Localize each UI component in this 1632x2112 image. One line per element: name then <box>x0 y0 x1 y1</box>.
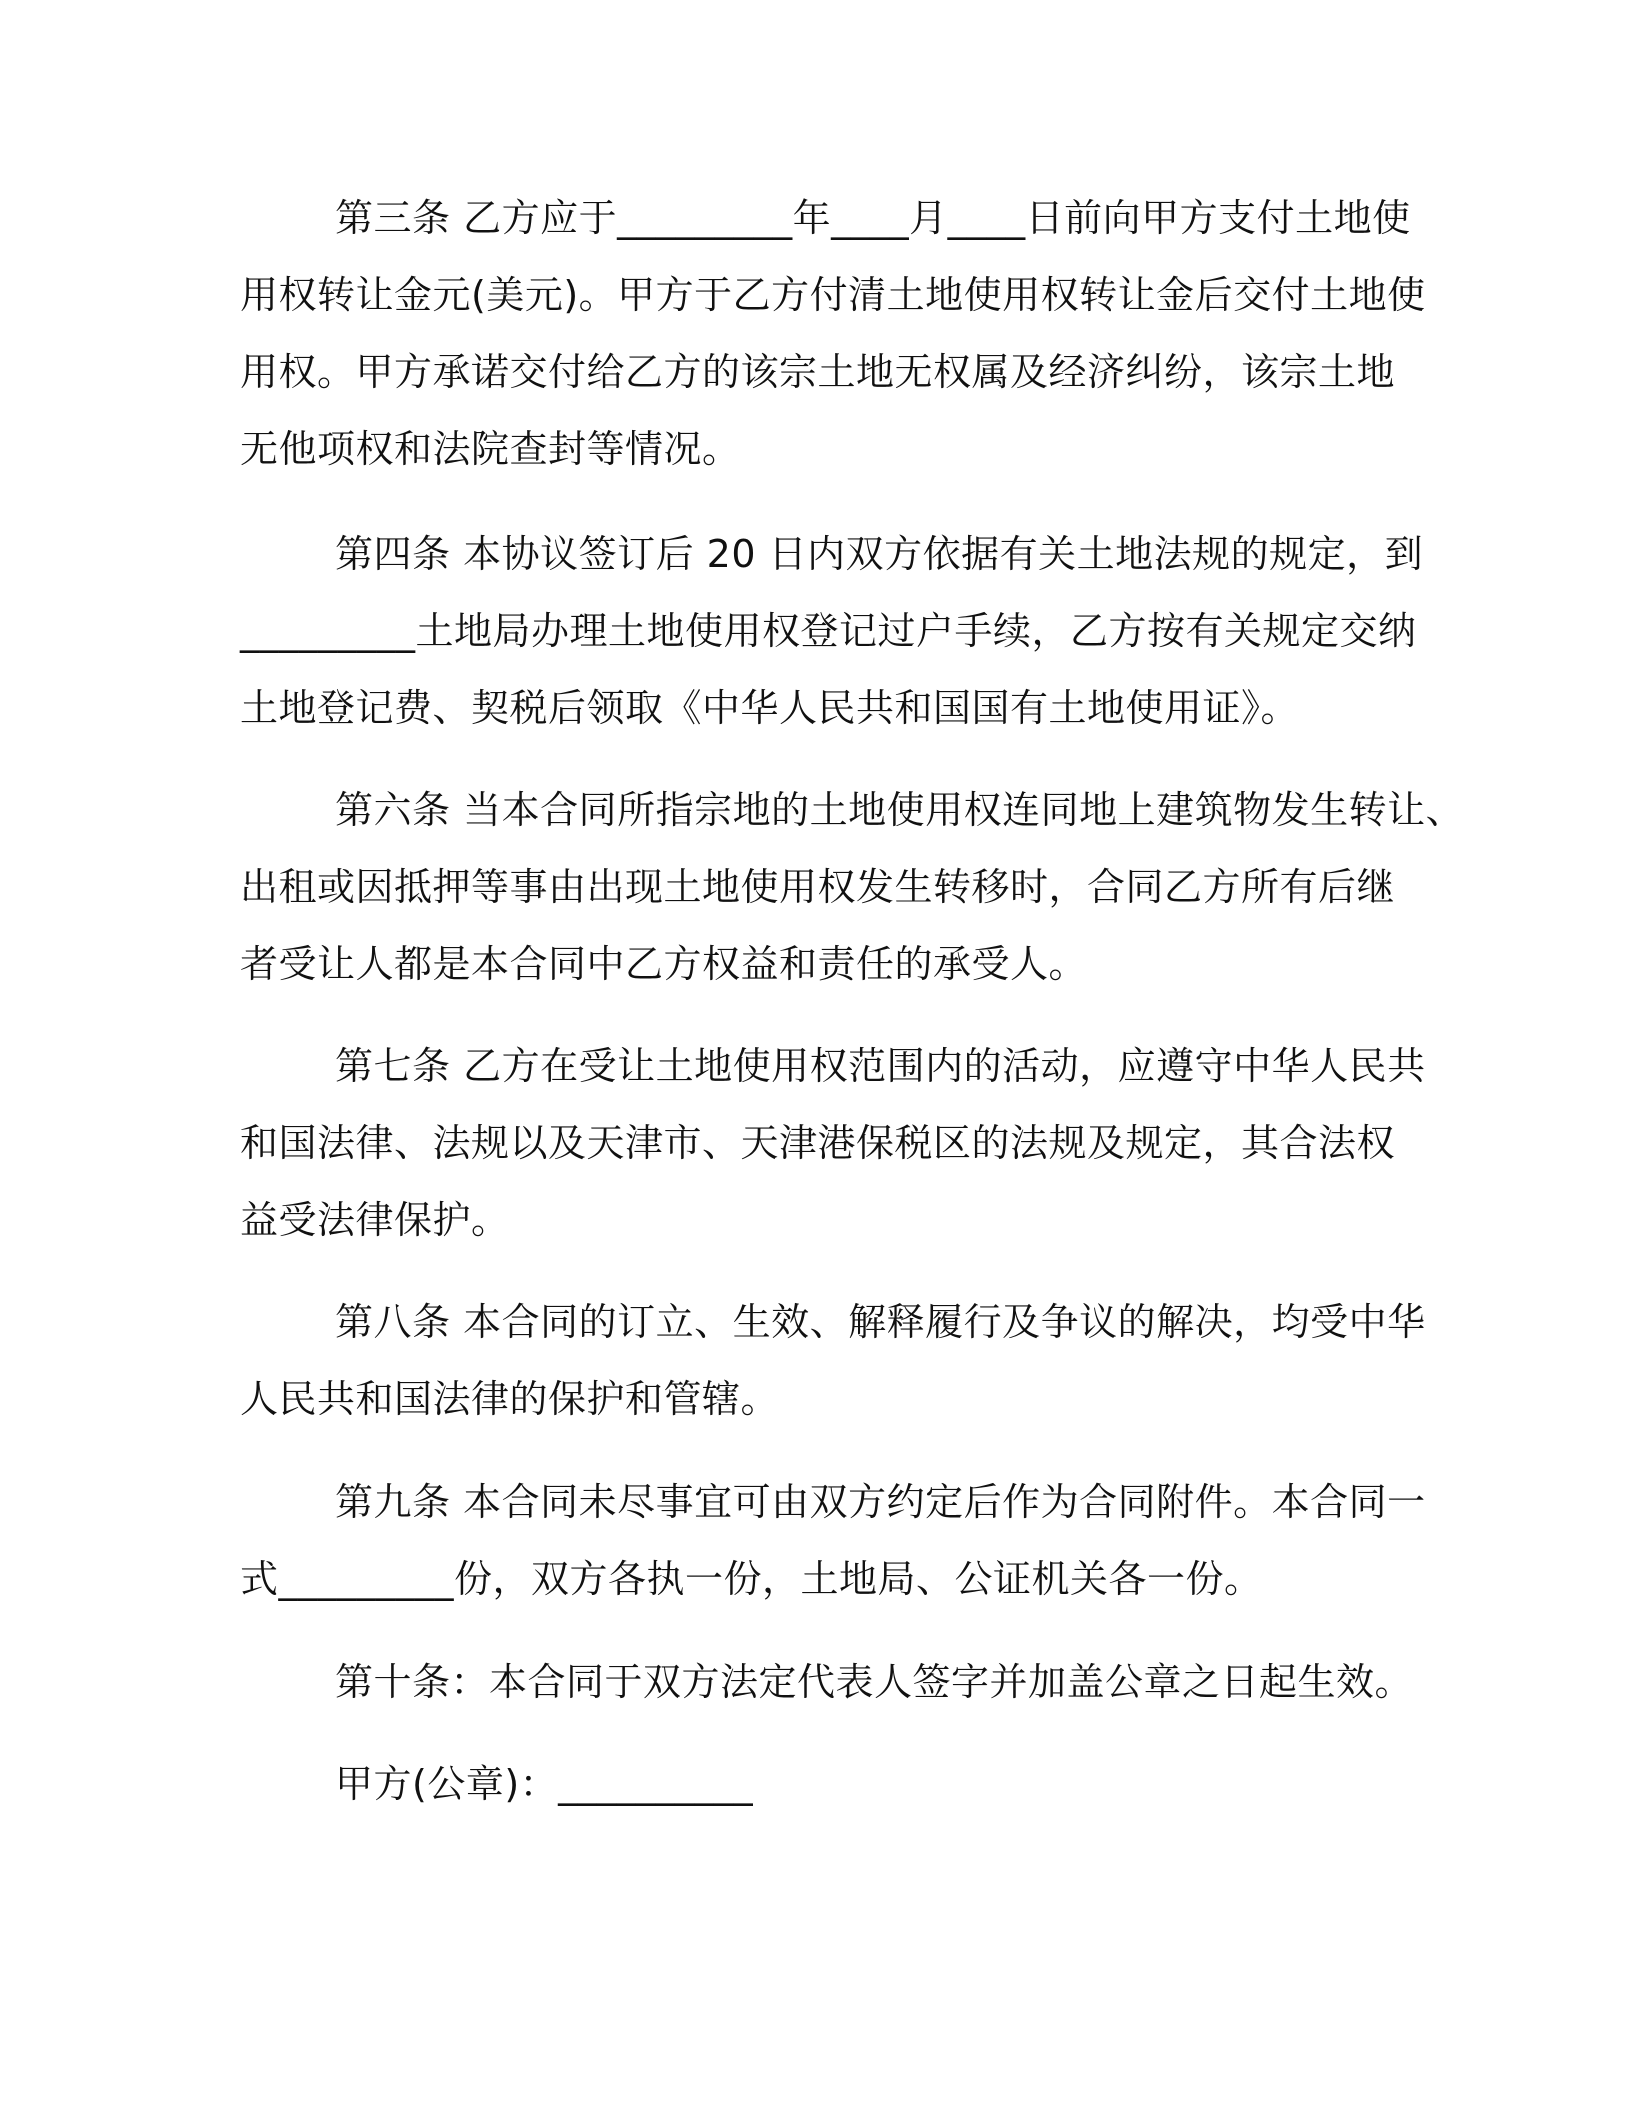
article-4-line-2: _________土地局办理土地使用权登记过户手续，乙方按有关规定交纳 <box>240 609 1417 653</box>
article-4 <box>240 516 1470 747</box>
article-7-line-3: 益受法律保护。 <box>240 1198 510 1242</box>
article-6-line-2: 出租或因抵押等事由出现土地使用权发生转移时，合同乙方所有后继 <box>240 865 1396 909</box>
article-3-line-3: 用权。甲方承诺交付给乙方的该宗土地无权属及经济纠纷，该宗土地 <box>240 350 1396 394</box>
article-6-line-1: 第六条 当本合同所指宗地的土地使用权连同地上建筑物发生转让、 <box>335 788 1465 832</box>
article-3 <box>240 180 1470 488</box>
article-6-line-3: 者受让人都是本合同中乙方权益和责任的承受人。 <box>240 942 1088 986</box>
article-8-line-1: 第八条 本合同的订立、生效、解释履行及争议的解决，均受中华 <box>335 1300 1426 1344</box>
article-3-line-4: 无他项权和法院查封等情况。 <box>240 427 741 471</box>
article-7 <box>240 1028 1470 1259</box>
article-3-line-2: 用权转让金元(美元)。甲方于乙方付清土地使用权转让金后交付土地使 <box>240 273 1426 317</box>
article-9 <box>240 1464 1470 1618</box>
article-3-line-1: 第三条 乙方应于_________年____月____日前向甲方支付土地使 <box>335 196 1411 240</box>
article-7-line-1: 第七条 乙方在受让土地使用权范围内的活动，应遵守中华人民共 <box>335 1044 1426 1088</box>
article-10 <box>240 1644 1470 1721</box>
article-8-line-2: 人民共和国法律的保护和管辖。 <box>240 1377 780 1421</box>
article-6 <box>240 772 1470 1003</box>
article-9-line-2: 式_________份，双方各执一份，土地局、公证机关各一份。 <box>240 1557 1263 1601</box>
article-10-line-1: 第十条：本合同于双方法定代表人签字并加盖公章之日起生效。 <box>335 1660 1414 1704</box>
article-4-line-3: 土地登记费、契税后领取《中华人民共和国国有土地使用证》。 <box>240 686 1300 730</box>
party-a-seal-line: 甲方(公章)：__________ <box>335 1762 754 1806</box>
party-a-signature <box>240 1746 1470 1823</box>
article-8 <box>240 1284 1470 1438</box>
article-7-line-2: 和国法律、法规以及天津市、天津港保税区的法规及规定，其合法权 <box>240 1121 1396 1165</box>
article-4-line-1: 第四条 本协议签订后 20 日内双方依据有关土地法规的规定，到 <box>335 532 1424 576</box>
article-9-line-1: 第九条 本合同未尽事宜可由双方约定后作为合同附件。本合同一 <box>335 1480 1426 1524</box>
